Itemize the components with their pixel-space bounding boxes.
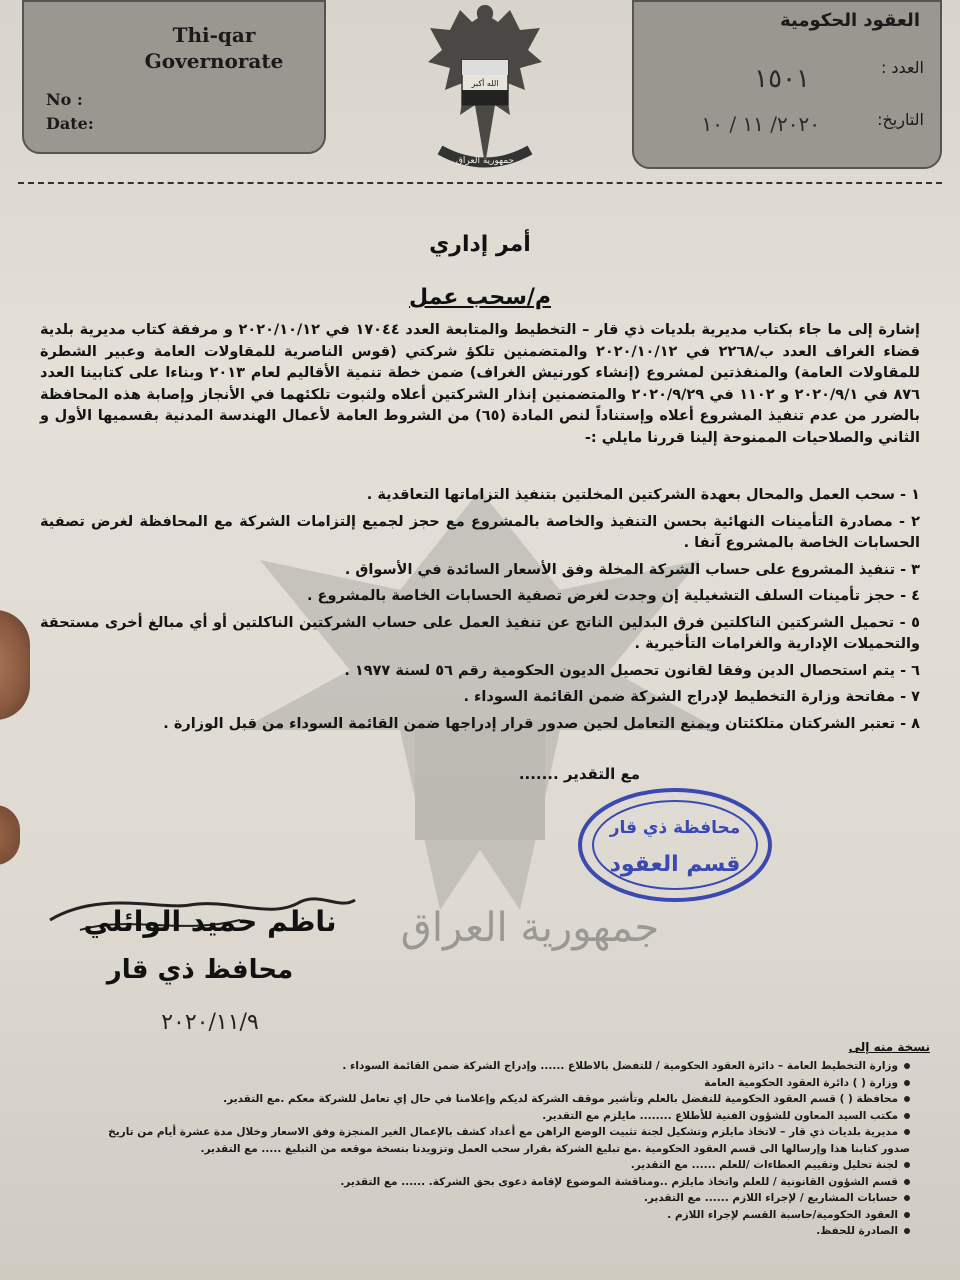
department-title: العقود الحكومية (780, 10, 920, 31)
decision-item: ٧ - مفاتحة وزارة التخطيط لإدراج الشركة ضمن القائمة السوداء . (463, 689, 920, 705)
header-divider (18, 182, 942, 184)
bullet-icon (904, 1179, 910, 1185)
cc-item: وزارة ( ) دائرة العقود الحكومية العامة (30, 1075, 910, 1092)
document-subject: م/سحب عمل (408, 285, 551, 310)
decision-item: ٦ - يتم استحصال الدين وفقا لقانون تحصيل الديون الحكومية رقم ٥٦ لسنة ١٩٧٧ . (344, 662, 920, 679)
cc-item: محافظة ( ) قسم العقود الحكومية للتفضل بالعلم وتأشير موقف الشركة لديكم وإعلامنا في حال إي تعامل للشركة معكم .مع التقدير. (30, 1091, 910, 1108)
number-value: ١٥٠١ (754, 64, 810, 94)
iraq-eagle-emblem-icon (420, 0, 550, 175)
signatory-title: محافظ ذي قار (106, 955, 294, 985)
signature-date: ٢٠٢٠/١١/٩ (161, 1010, 259, 1035)
cc-item: صدور كتابنا هذا وإرسالها الى قسم العقود الحكومية .مع تبليغ الشركة بقرار سحب العمل وتزويدنا بنسخة موقعه من التبليغ ..... مع التقدير. (200, 1142, 910, 1155)
cc-item: لجنة تحليل وتقييم العطاءات /للعلم ...... مع التقدير. (30, 1157, 910, 1174)
cc-list (30, 1058, 910, 1240)
date-ar-label: التاريخ: (877, 110, 924, 129)
header-right-box (632, 0, 942, 169)
svg-text:جمهورية العراق: جمهورية العراق (455, 156, 515, 166)
decision-item: ٤ - حجز تأمينات السلف التشغيلية إن وجدت لغرض تصفية الحسابات الخاصة بالمشروع . (306, 588, 920, 604)
svg-text:محافظة ذي قار: محافظة ذي قار (609, 818, 741, 838)
date-value: ٢٠٢٠/ ١١ / ١٠ (701, 112, 820, 136)
cc-item: الصادرة للحفظ. (30, 1223, 910, 1240)
bullet-icon (904, 1063, 910, 1069)
watermark-text: جمهورية العراق (400, 905, 660, 951)
cc-heading: نسخة منه إلى (848, 1040, 930, 1054)
decision-item: ٥ - تحميل الشركتين الناكلتين فرق البدلين الناتج عن تنفيذ العمل على حساب الشركتين الناكلتين أو أي مبالغ أخرى مستحقة والتحميلات الإدارية والغرامات التأخيرية . (40, 614, 920, 652)
bullet-icon (904, 1162, 910, 1168)
cc-item: مكتب السيد المعاون للشؤون الفنية للأطلاع ........ مايلزم مع التقدير. (30, 1108, 910, 1125)
number-ar-label: العدد : (880, 58, 924, 77)
decision-item: ٨ - تعتبر الشركتان متلكئتان ويمنع التعامل لحين صدور قرار إدراجها ضمن القائمة السوداء من قبل الوزارة . (163, 715, 920, 732)
decision-item: ١ - سحب العمل والمحال بعهدة الشركتين المخلتين بتنفيذ التزاماتها التعاقدية . (366, 487, 920, 503)
bullet-icon (904, 1228, 910, 1234)
cc-item: وزارة التخطيط العامة – دائرة العقود الحكومية / للتفضل بالاطلاع ...... وإدراج الشركة ضمن القائمة السوداء . (30, 1058, 910, 1075)
bullet-icon (904, 1080, 910, 1086)
decision-item: ٢ - مصادرة التأمينات النهائية بحسن التنفيذ والخاصة بالمشروع مع حجز لجميع إلتزامات الشركة مع المحافظة لغرض تصفية الحسابات الخاصة بالمشروع آنفا . (40, 513, 920, 551)
no-label: No : (46, 90, 83, 109)
bullet-icon (904, 1096, 910, 1102)
header-left-box (22, 0, 326, 154)
document-title: أمر إداري (429, 232, 531, 257)
bullet-icon (904, 1195, 910, 1201)
cc-item: مديرية بلديات ذي قار – لاتخاذ مايلزم وتشكيل لجنة تثبيت الوضع الراهن مع أعداد كشف بالإعمال الغير المنجزة وفق الاسعار وخلال مدة عشرة أيام من تاريخ (30, 1124, 910, 1141)
svg-text:الله أكبر: الله أكبر (471, 79, 499, 88)
cc-item: العقود الحكومية/حاسبة القسم لإجراء اللازم . (30, 1207, 910, 1224)
regards-text: مع التقدير ....... (518, 765, 640, 783)
decision-list (40, 485, 920, 740)
bullet-icon (904, 1129, 910, 1135)
cc-item: حسابات المشاريع / لإجراء اللازم ...... مع التقدير. (30, 1190, 910, 1207)
bullet-icon (904, 1113, 910, 1119)
decision-item: ٣ - تنفيذ المشروع على حساب الشركة المخلة وفق الأسعار السائدة في الأسواق . (344, 561, 920, 578)
date-label: Date: (46, 114, 94, 133)
bullet-icon (904, 1212, 910, 1218)
document-body: إشارة إلى ما جاء بكتاب مديرية بلديات ذي قار – التخطيط والمتابعة العدد ١٧٠٤٤ في ٢٠٢٠/١٠/١٢ و مرفقة كتاب مديرية بلدية قضاء الغراف العدد ب/٢٢٦٨ في ٢٠٢٠/١٠/١٢ والمتضمنين تلكؤ شركتي (قوس الناصرية للمقاولات العامة وعبير الشطرة للمقاولات العامة) والمنفذتين لمشروع (إنشاء كورنيش الغراف) ضمن خطة تنمية الأقاليم لعام ٢٠١٣ وبناءا على كتابينا العدد ٨٧٦ في ٢٠٢٠/٩/١ و ١١٠٢ في ٢٠٢٠/٩/٢٩ والمتضمنين إنذار الشركتين أعلاه ولثبوت تلكئهما في الأنجاز وإصابة هذه المحافظة بالضرر من عدم تنفيذ المشروع أعلاه وإستناداً لنص المادة (٦٥) من الشروط العامة لأعمال الهندسة المدنية بقسميها الأول و الثاني والصلاحيات الممنوحة إلينا قررنا مايلي :- (40, 322, 921, 446)
governorate-title: Thi-qar Governorate (144, 23, 284, 73)
signatory-name: ناظم حميد الوائلي (83, 905, 337, 938)
cc-item: قسم الشؤون القانونية / للعلم واتخاذ مايلزم ..ومناقشة الموضوع لإقامة دعوى بحق الشركة. ...... مع التقدير. (30, 1174, 910, 1191)
svg-text:قسم العقود: قسم العقود (609, 852, 741, 877)
official-stamp (575, 785, 775, 905)
